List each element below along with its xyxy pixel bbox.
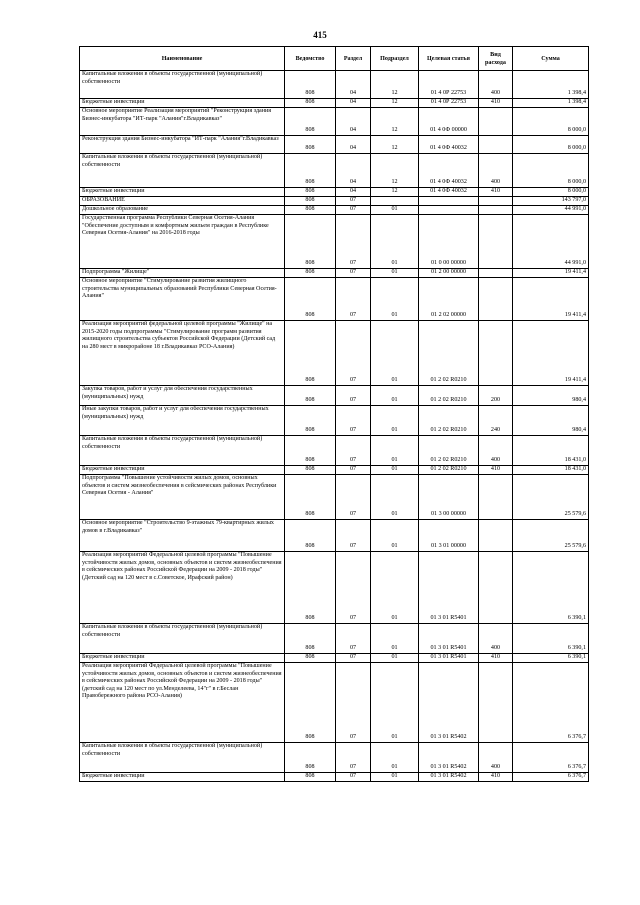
cell-summa: 6 390,1 — [513, 624, 589, 654]
cell-razdel: 07 — [336, 552, 371, 624]
cell-razdel: 07 — [336, 278, 371, 321]
cell-name: Основное мероприятие Реализация мероприятий "Реконструкция здания Бизнес-инкубатора "ИТ-парк "Алания"г.Владикавказ" — [80, 108, 285, 136]
cell-vedomstvo: 808 — [285, 269, 336, 278]
cell-celevaya-statya: 01 2 02 00000 — [419, 278, 479, 321]
cell-celevaya-statya: 01 2 02 R0210 — [419, 466, 479, 475]
cell-celevaya-statya: 01 3 00 00000 — [419, 475, 479, 520]
cell-name: Реконструкция здания Бизнес-инкубатора "ИТ-парк "Алания"г.Владикавказ — [80, 136, 285, 154]
table-row — [80, 773, 589, 782]
cell-summa: 19 411,4 — [513, 321, 589, 386]
cell-podrazdel: 12 — [371, 188, 419, 197]
cell-name: Бюджетные инвестиции — [80, 466, 285, 475]
cell-podrazdel: 01 — [371, 436, 419, 466]
table-header-row — [80, 47, 589, 71]
cell-summa: 8 000,0 — [513, 136, 589, 154]
cell-celevaya-statya: 01 2 00 00000 — [419, 269, 479, 278]
cell-razdel: 07 — [336, 743, 371, 773]
cell-summa: 18 431,0 — [513, 436, 589, 466]
cell-vedomstvo: 808 — [285, 773, 336, 782]
cell-vid-raskhoda: 400 — [479, 743, 513, 773]
cell-vid-raskhoda — [479, 215, 513, 269]
cell-summa: 980,4 — [513, 406, 589, 436]
cell-razdel: 07 — [336, 663, 371, 743]
cell-vedomstvo: 808 — [285, 108, 336, 136]
cell-vid-raskhoda: 400 — [479, 624, 513, 654]
cell-razdel: 07 — [336, 624, 371, 654]
cell-summa: 6 376,7 — [513, 663, 589, 743]
cell-summa: 25 579,6 — [513, 520, 589, 552]
table-row — [80, 215, 589, 269]
cell-name: Капитальные вложения в объекты государственной (муниципальной) собственности — [80, 743, 285, 773]
cell-vedomstvo: 808 — [285, 99, 336, 108]
cell-razdel: 07 — [336, 466, 371, 475]
cell-razdel: 07 — [336, 773, 371, 782]
cell-vid-raskhoda — [479, 197, 513, 206]
cell-razdel: 07 — [336, 386, 371, 406]
cell-vedomstvo: 808 — [285, 71, 336, 99]
cell-name: Дошкольное образование — [80, 206, 285, 215]
cell-vid-raskhoda — [479, 552, 513, 624]
cell-vid-raskhoda: 410 — [479, 466, 513, 475]
cell-celevaya-statya: 01 4 0Ф 40032 — [419, 154, 479, 188]
table-row — [80, 654, 589, 663]
cell-celevaya-statya: 01 4 0Ф 40032 — [419, 136, 479, 154]
table-row — [80, 624, 589, 654]
cell-summa: 18 431,0 — [513, 466, 589, 475]
cell-razdel: 04 — [336, 188, 371, 197]
table-row — [80, 663, 589, 743]
cell-podrazdel: 01 — [371, 743, 419, 773]
cell-celevaya-statya: 01 3 01 R5402 — [419, 773, 479, 782]
cell-name: Основное мероприятие "Строительство 9-этажных 79-квартирных жилых домов в г.Владикавказ" — [80, 520, 285, 552]
cell-vid-raskhoda: 410 — [479, 773, 513, 782]
cell-razdel: 04 — [336, 154, 371, 188]
cell-name: Закупка товаров, работ и услуг для обеспечения государственных (муниципальных) нужд — [80, 386, 285, 406]
cell-summa: 8 000,0 — [513, 188, 589, 197]
cell-celevaya-statya: 01 0 00 00000 — [419, 215, 479, 269]
cell-razdel: 07 — [336, 269, 371, 278]
cell-celevaya-statya: 01 2 02 R0210 — [419, 406, 479, 436]
cell-name: Капитальные вложения в объекты государственной (муниципальной) собственности — [80, 154, 285, 188]
cell-summa: 6 390,1 — [513, 552, 589, 624]
cell-podrazdel: 12 — [371, 99, 419, 108]
cell-summa: 44 991,0 — [513, 206, 589, 215]
table-row — [80, 269, 589, 278]
cell-celevaya-statya — [419, 206, 479, 215]
cell-name: Бюджетные инвестиции — [80, 99, 285, 108]
cell-vedomstvo: 808 — [285, 197, 336, 206]
cell-podrazdel: 01 — [371, 663, 419, 743]
cell-vid-raskhoda: 410 — [479, 99, 513, 108]
cell-summa: 1 398,4 — [513, 99, 589, 108]
cell-celevaya-statya: 01 4 0Ф 40032 — [419, 188, 479, 197]
cell-vedomstvo: 808 — [285, 278, 336, 321]
table-row — [80, 136, 589, 154]
cell-razdel: 07 — [336, 436, 371, 466]
cell-vedomstvo: 808 — [285, 188, 336, 197]
cell-podrazdel: 12 — [371, 136, 419, 154]
table-row — [80, 99, 589, 108]
cell-vedomstvo: 808 — [285, 654, 336, 663]
cell-vid-raskhoda — [479, 475, 513, 520]
cell-podrazdel: 01 — [371, 773, 419, 782]
cell-name: ОБРАЗОВАНИЕ — [80, 197, 285, 206]
cell-podrazdel: 12 — [371, 154, 419, 188]
cell-podrazdel — [371, 197, 419, 206]
cell-vid-raskhoda — [479, 663, 513, 743]
cell-name: Государственная программа Республики Северная Осетия-Алания "Обеспечение доступным и комфортным жильем граждан в Республике Северная Осетия-Алания" на 2016-2018 годы — [80, 215, 285, 269]
cell-summa: 6 376,7 — [513, 743, 589, 773]
cell-celevaya-statya: 01 3 01 00000 — [419, 520, 479, 552]
cell-podrazdel: 01 — [371, 269, 419, 278]
table-row — [80, 188, 589, 197]
cell-summa: 44 991,0 — [513, 215, 589, 269]
header-vedomstvo: Ведомство — [285, 47, 336, 71]
cell-razdel: 07 — [336, 321, 371, 386]
cell-razdel: 07 — [336, 475, 371, 520]
cell-celevaya-statya: 01 2 02 R0210 — [419, 321, 479, 386]
table-row — [80, 108, 589, 136]
cell-podrazdel: 01 — [371, 466, 419, 475]
cell-name: Бюджетные инвестиции — [80, 188, 285, 197]
cell-vid-raskhoda: 400 — [479, 71, 513, 99]
cell-razdel: 07 — [336, 406, 371, 436]
cell-vid-raskhoda: 240 — [479, 406, 513, 436]
cell-name: Капитальные вложения в объекты государственной (муниципальной) собственности — [80, 71, 285, 99]
cell-razdel: 04 — [336, 136, 371, 154]
cell-celevaya-statya: 01 3 01 R5401 — [419, 654, 479, 663]
cell-razdel: 07 — [336, 197, 371, 206]
cell-celevaya-statya: 01 3 01 R5402 — [419, 663, 479, 743]
cell-celevaya-statya — [419, 197, 479, 206]
header-podrazdel: Подраздел — [371, 47, 419, 71]
cell-vedomstvo: 808 — [285, 663, 336, 743]
cell-name: Основное мероприятие "Стимулирование развития жилищного строительства муниципальных образований Республики Северная Осетия-Алания" — [80, 278, 285, 321]
cell-summa: 8 000,0 — [513, 108, 589, 136]
page-number: 415 — [313, 30, 327, 40]
cell-razdel: 07 — [336, 654, 371, 663]
header-razdel: Раздел — [336, 47, 371, 71]
cell-podrazdel: 01 — [371, 654, 419, 663]
cell-vedomstvo: 808 — [285, 406, 336, 436]
cell-vedomstvo: 808 — [285, 475, 336, 520]
cell-celevaya-statya: 01 4 0Р 22753 — [419, 71, 479, 99]
cell-podrazdel: 01 — [371, 475, 419, 520]
cell-name: Подпрограмма "Жилище" — [80, 269, 285, 278]
cell-vid-raskhoda — [479, 206, 513, 215]
cell-vid-raskhoda: 400 — [479, 436, 513, 466]
cell-podrazdel: 12 — [371, 71, 419, 99]
cell-name: Бюджетные инвестиции — [80, 654, 285, 663]
cell-razdel: 04 — [336, 108, 371, 136]
table-row — [80, 743, 589, 773]
cell-vedomstvo: 808 — [285, 624, 336, 654]
cell-razdel: 07 — [336, 206, 371, 215]
cell-vedomstvo: 808 — [285, 743, 336, 773]
cell-vedomstvo: 808 — [285, 552, 336, 624]
cell-podrazdel: 01 — [371, 206, 419, 215]
cell-vid-raskhoda — [479, 321, 513, 386]
cell-vedomstvo: 808 — [285, 520, 336, 552]
cell-razdel: 04 — [336, 71, 371, 99]
cell-podrazdel: 01 — [371, 386, 419, 406]
cell-celevaya-statya: 01 2 02 R0210 — [419, 386, 479, 406]
cell-vid-raskhoda — [479, 108, 513, 136]
cell-name: Реализация мероприятий федеральной целевой программы "Жилище" на 2015-2020 годы подпрограммы "Стимулирование программ развития жилищного строительства субъектов Российской Федерации (Детский сад на 280 мест в микрорайоне 18 г.Владикавказ РСО-Алания) — [80, 321, 285, 386]
cell-summa: 143 797,0 — [513, 197, 589, 206]
cell-podrazdel: 01 — [371, 552, 419, 624]
cell-name: Бюджетные инвестиции — [80, 773, 285, 782]
cell-razdel: 07 — [336, 520, 371, 552]
table-row — [80, 206, 589, 215]
cell-vid-raskhoda — [479, 520, 513, 552]
cell-podrazdel: 01 — [371, 321, 419, 386]
cell-summa: 6 390,1 — [513, 654, 589, 663]
table-row — [80, 197, 589, 206]
cell-summa: 8 000,0 — [513, 154, 589, 188]
table-row — [80, 436, 589, 466]
cell-celevaya-statya: 01 4 0Ф 00000 — [419, 108, 479, 136]
table-row — [80, 520, 589, 552]
header-name: Наименование — [80, 47, 285, 71]
cell-vid-raskhoda — [479, 269, 513, 278]
cell-celevaya-statya: 01 3 01 R5401 — [419, 552, 479, 624]
cell-summa: 19 411,4 — [513, 269, 589, 278]
cell-summa: 980,4 — [513, 386, 589, 406]
cell-vid-raskhoda — [479, 278, 513, 321]
cell-celevaya-statya: 01 3 01 R5401 — [419, 624, 479, 654]
header-celevaya-statya: Целевая статья — [419, 47, 479, 71]
cell-vid-raskhoda — [479, 136, 513, 154]
cell-vedomstvo: 808 — [285, 466, 336, 475]
table-row — [80, 475, 589, 520]
cell-razdel: 07 — [336, 215, 371, 269]
cell-summa: 25 579,6 — [513, 475, 589, 520]
cell-name: Капитальные вложения в объекты государственной (муниципальной) собственности — [80, 436, 285, 466]
cell-podrazdel: 01 — [371, 406, 419, 436]
cell-vedomstvo: 808 — [285, 136, 336, 154]
cell-vedomstvo: 808 — [285, 436, 336, 466]
cell-name: Реализация мероприятий Федеральной целевой программы "Повышение устойчивости жилых домов, основных объектов и систем жизнеобеспечения в сейсмических районах Российской Федерации на 2009 - 2018 годы" (Детский сад на 120 мест в с.Советское, Ирафский район) — [80, 552, 285, 624]
cell-vid-raskhoda: 410 — [479, 654, 513, 663]
cell-vedomstvo: 808 — [285, 215, 336, 269]
cell-summa: 1 398,4 — [513, 71, 589, 99]
cell-celevaya-statya: 01 3 01 R5402 — [419, 743, 479, 773]
cell-name: Подпрограмма "Повышение устойчивости жилых домов, основных объектов и систем жизнеобеспечения в сейсмических районах Республики Северная Осетия - Алания" — [80, 475, 285, 520]
cell-podrazdel: 01 — [371, 215, 419, 269]
cell-vedomstvo: 808 — [285, 154, 336, 188]
cell-podrazdel: 01 — [371, 520, 419, 552]
cell-vedomstvo: 808 — [285, 386, 336, 406]
header-vid-raskhoda: Вид расхода — [479, 47, 513, 71]
table-row — [80, 154, 589, 188]
cell-name: Иные закупки товаров, работ и услуг для обеспечения государственных (муниципальных) нужд — [80, 406, 285, 436]
table-row — [80, 278, 589, 321]
header-summa: Сумма — [513, 47, 589, 71]
budget-table — [79, 46, 589, 782]
cell-name: Капитальные вложения в объекты государственной (муниципальной) собственности — [80, 624, 285, 654]
cell-podrazdel: 01 — [371, 278, 419, 321]
cell-vedomstvo: 808 — [285, 321, 336, 386]
table-body — [80, 71, 589, 782]
cell-vedomstvo: 808 — [285, 206, 336, 215]
table-row — [80, 552, 589, 624]
table-row — [80, 386, 589, 406]
cell-vid-raskhoda: 400 — [479, 154, 513, 188]
cell-summa: 6 376,7 — [513, 773, 589, 782]
cell-podrazdel: 01 — [371, 624, 419, 654]
table-row — [80, 406, 589, 436]
cell-celevaya-statya: 01 4 0Р 22753 — [419, 99, 479, 108]
table-row — [80, 466, 589, 475]
cell-name: Реализация мероприятий Федеральной целевой программы "Повышение устойчивости жилых домов, основных объектов и систем жизнеобеспечения в сейсмических районах Российской Федерации на 2009 - 2018 годы" (детский сад на 120 мест по ул.Менделеева, 14"г" в г.Беслан Правобережного района РСО-Алания) — [80, 663, 285, 743]
cell-razdel: 04 — [336, 99, 371, 108]
table-row — [80, 71, 589, 99]
cell-celevaya-statya: 01 2 02 R0210 — [419, 436, 479, 466]
cell-summa: 19 411,4 — [513, 278, 589, 321]
cell-podrazdel: 12 — [371, 108, 419, 136]
cell-vid-raskhoda: 200 — [479, 386, 513, 406]
cell-vid-raskhoda: 410 — [479, 188, 513, 197]
table-row — [80, 321, 589, 386]
